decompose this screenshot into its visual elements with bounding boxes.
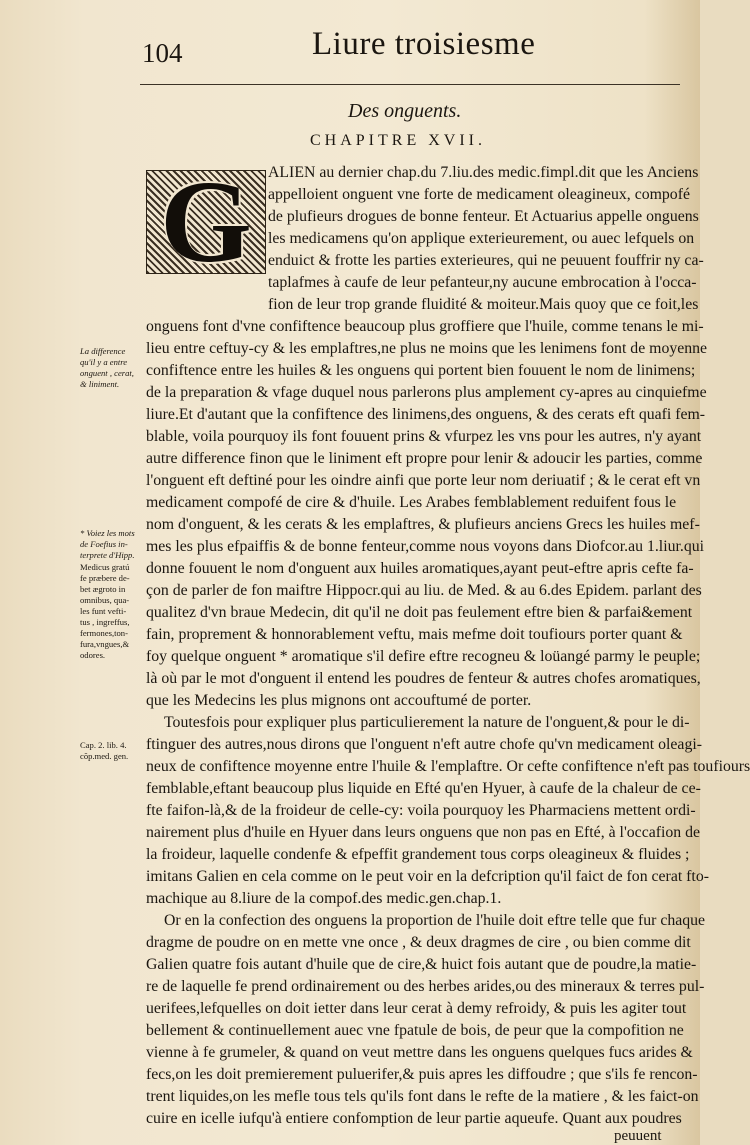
initial-letter: G xyxy=(160,156,252,287)
body-line: la froideur, laquelle condenfe & efpeffit grandement tous corps oleagineux & fluides ; xyxy=(146,846,690,863)
margin-note-difference xyxy=(80,346,148,390)
margin-note-line: odores. xyxy=(80,650,106,660)
body-line: là où par le mot d'onguent il entend les poudres de fenteur & autres chofes aromatiques, xyxy=(146,670,701,687)
body-line: taplafmes à caufe de leur pefanteur,ny aucune embrocation à l'occa- xyxy=(268,274,697,291)
body-line: fecs,on les doit premierement puluerifer,& puis apres les diffoudre ; que s'ils fe rencon- xyxy=(146,1066,698,1083)
body-line: medicament compofé de cire & d'huile. Les Arabes femblablement reduifent fous le xyxy=(146,494,677,511)
body-line: fte faifon-là,& de la froideur de celle-cy: voila pourquoy les Pharmaciens mettent ordi- xyxy=(146,802,696,819)
running-title: Liure troisiesme xyxy=(312,26,536,62)
body-line: neux de confiftence moyenne entre l'huile & l'emplaftre. Or cefte confiftence n'eft pas toufiours xyxy=(146,758,750,775)
body-line: dragme de poudre on en mette vne once , & deux dragmes de cire , ou bien comme dit xyxy=(146,934,691,951)
margin-note-line: bet ægroto in xyxy=(80,584,126,594)
page-number: 104 xyxy=(142,38,183,68)
body-line: qualitez d'vn braue Medecin, dit qu'il ne doit pas feulement eftre bien & parfai&ement xyxy=(146,604,693,621)
margin-note-line: les funt vefti- xyxy=(80,606,127,616)
body-line: çon de parler de fon maiftre Hippocr.qui au liu. de Med. & au 6.des Epidem. parlant des xyxy=(146,582,702,599)
body-line: nom d'onguent, & les cerats & les emplaftres, & plufieurs anciens Grecs les huiles mef- xyxy=(146,516,700,533)
body-line: de plufieurs drogues de bonne fenteur. Et Actuarius appelle onguens xyxy=(268,208,699,225)
margin-note-line: terprete d'Hipp. xyxy=(80,550,135,560)
body-line: que les Medecins les plus mignons ont accouftumé de porter. xyxy=(146,692,532,709)
body-line: femblable,eftant beaucoup plus liquide en Efté qu'en Hyuer, à caufe de la chaleur de ce- xyxy=(146,780,701,797)
margin-note-line: onguent , cerat, xyxy=(80,368,134,378)
body-line: Or en la confection des onguens la proportion de l'huile doit eftre telle que fur chaque xyxy=(164,912,706,929)
body-line: donne fouuent le nom d'onguent aux huiles aromatiques,ayant peut-eftre apris cefte fa- xyxy=(146,560,694,577)
margin-note-line: fermones,ton- xyxy=(80,628,128,638)
body-line: confiftence entre les huiles & les onguens qui portent bien fouuent le nom de linimens; xyxy=(146,362,696,379)
body-line: machique au 8.liure de la compof.des medic.gen.chap.1. xyxy=(146,890,502,907)
margin-note-cap xyxy=(80,740,148,762)
body-line: ftinguer des autres,nous dirons que l'onguent n'eft autre chofe qu'vn medicament oleagi- xyxy=(146,736,702,753)
margin-note-line: Medicus gratú xyxy=(80,562,130,572)
body-line: Toutesfois pour expliquer plus particulierement la nature de l'onguent,& pour le di- xyxy=(164,714,690,731)
margin-note-line: fura,vngues,& xyxy=(80,639,130,649)
body-line: enduict & frotte les parties exterieures, qui ne peuuent fouffrir ny ca- xyxy=(268,252,704,269)
decorated-initial xyxy=(146,156,266,287)
body-line: fion de leur trop grande fluidité & moiteur.Mais quoy que ce foit,les xyxy=(268,296,699,313)
body-line: de la preparation & vfage duquel nous parlerons plus amplement cy-apres au cinquiefme xyxy=(146,384,707,401)
body-line: les medicamens qu'on applique exterieurement, ou auec lefquels on xyxy=(268,230,695,247)
margin-note-line: cõp.med. gen. xyxy=(80,751,129,761)
body-line: nairement plus d'huile en Hyuer dans leurs onguens que non pas en Efté, à l'occafion de xyxy=(146,824,701,841)
body-line: re de laquelle fe prend ordinairement ou des herbes arides,ou des mineraux & terres pul- xyxy=(146,978,705,995)
margin-note-medicus xyxy=(80,562,148,661)
margin-note-line: fe præbere de- xyxy=(80,573,130,583)
body-line: onguens font d'vne confiftence beaucoup plus groffiere que l'huile, comme tenans le mi- xyxy=(146,318,704,335)
body-line: l'onguent eft deftiné pour les oindre ainfi que porte leur nom deriuatif ; & le cerat eft vn xyxy=(146,472,701,489)
body-line: foy quelque onguent * aromatique s'il defire eftre recogneu & loüangé parmy le peuple; xyxy=(146,648,701,665)
body-line: fain, proprement & honnorablement veftu, mais mefme doit toufiours porter quant & xyxy=(146,626,683,643)
section-title: Des onguents. xyxy=(348,100,462,122)
margin-note-line: La difference xyxy=(80,346,126,356)
margin-note-line: omnibus, qua- xyxy=(80,595,130,605)
body-line: blable, voila pourquoy ils font fouuent prins & vfurpez les vns pour les autres, n'y ayant xyxy=(146,428,702,445)
body-line: appelloient onguent vne forte de medicament oleagineux, compofé xyxy=(268,186,690,203)
body-line: ALIEN au dernier chap.du 7.liu.des medic.fimpl.dit que les Anciens xyxy=(268,164,699,181)
margin-note-line: de Foefius in- xyxy=(80,539,128,549)
margin-note-line: tus , ingreffus, xyxy=(80,617,130,627)
margin-note-voiez xyxy=(80,528,148,561)
body-line: imitans Galien en cela comme on le peut voir en la defcription qu'il faict de fon cerat fto- xyxy=(146,868,709,885)
body-line: liure.Et d'autant que la confiftence des linimens,des onguens, & des cerats eft quafi fem- xyxy=(146,406,706,423)
body-line: Galien quatre fois autant d'huile que de cire,& huict fois autant que de poudre,la matie- xyxy=(146,956,697,973)
margin-note-line: * Voiez les mots xyxy=(80,528,135,538)
body-line: uerifees,lefquelles on doit ietter dans leur cerat à demy refroidy, & puis les agiter tout xyxy=(146,1000,687,1017)
body-line: bellement & continuellement auec vne fpatule de bois, de peur que la compofition ne xyxy=(146,1022,684,1039)
body-line: lieu entre ceftuy-cy & les emplaftres,ne plus ne moins que les lenimens font de moyenne xyxy=(146,340,708,357)
margin-note-line: & liniment. xyxy=(80,379,120,389)
margin-note-line: Cap. 2. lib. 4. xyxy=(80,740,127,750)
catchword: peuuent xyxy=(614,1128,662,1144)
body-line: vienne à fe grumeler, & quand on veut mettre dans les onguens quelques fucs arides & xyxy=(146,1044,693,1061)
body-line: mes les plus efpaiffis & de bonne fenteur,comme nous voyons dans Diofcor.au 1.liur.qui xyxy=(146,538,705,555)
body-line: trent liquides,on les mefle tous tels qu'ils font dans le refte de la matiere , & les faict-on xyxy=(146,1088,699,1105)
chapter-title: CHAPITRE XVII. xyxy=(310,132,486,149)
body-line: cuire en icelle iufqu'à entiere confomption de leur partie aqueufe. Quant aux poudres xyxy=(146,1110,682,1127)
body-line: autre difference finon que le liniment eft propre pour lenir & adoucir les parties, comme xyxy=(146,450,703,467)
header-rule xyxy=(140,84,680,85)
margin-note-line: qu'il y a entre xyxy=(80,357,128,367)
